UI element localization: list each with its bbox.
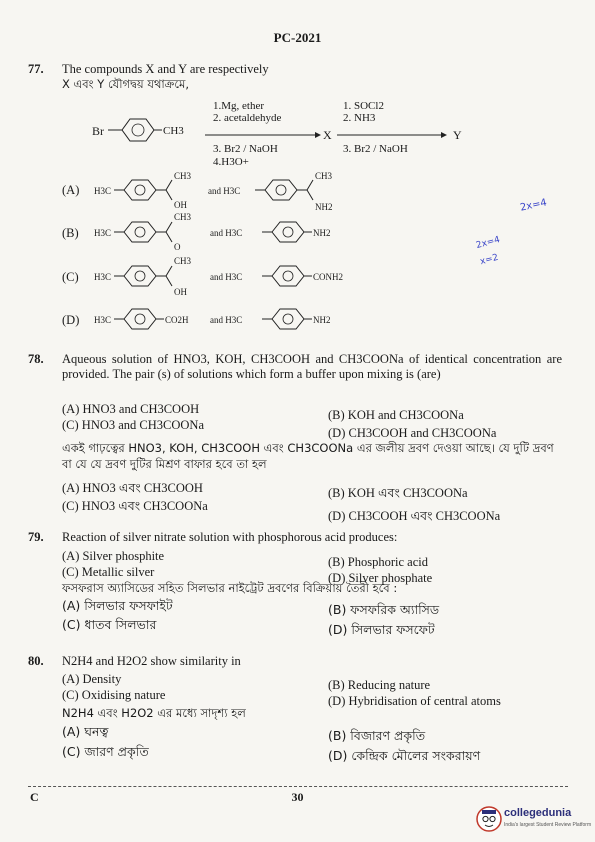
question-number: 77.: [28, 62, 44, 76]
compound-x: X: [323, 128, 332, 142]
handwritten-note-3: x=2: [479, 252, 500, 268]
reactant-br: Br: [92, 124, 104, 138]
reaction-arrow-1: [205, 131, 320, 139]
option-77-c-left-top: CH3: [174, 256, 192, 266]
option-77-c-label: (C): [62, 270, 79, 284]
question-text-bengali: X এবং Y যৌগদ্বয় যথাক্রমে,: [62, 77, 190, 91]
question-80: [28, 654, 568, 674]
option-77-a-and: and H3C: [208, 186, 241, 196]
option-77-c-left-bot: OH: [174, 287, 187, 297]
page-header: PC-2021: [273, 30, 322, 45]
option-79-bn-c: (C) ধাতব সিলভার: [62, 617, 157, 632]
option-77-d-and: and H3C: [210, 315, 243, 325]
option-77-b-right-end: NH2: [313, 228, 331, 238]
option-77-a-right-bot: NH2: [315, 202, 333, 212]
question-text: Reaction of silver nitrate solution with phosphorous acid produces:: [62, 530, 398, 544]
booklet-code: C: [30, 790, 39, 804]
handwritten-note-1: 2x=4: [519, 197, 548, 214]
arrow1-step1: 1.Mg, ether: [213, 100, 265, 112]
option-79-b: (B) Phosphoric acid: [328, 555, 428, 569]
footer-divider: [28, 786, 568, 787]
option-80-a: (A) Density: [62, 672, 122, 686]
watermark-logo: [474, 803, 592, 837]
student-mascot-icon: [476, 806, 502, 832]
option-80-d: (D) Hybridisation of central atoms: [328, 694, 501, 708]
question-number: 80.: [28, 654, 44, 668]
option-77-b-left-top: CH3: [174, 212, 192, 222]
option-77-a-label: (A): [62, 183, 80, 197]
brand-tagline: India's largest Student Review Platform: [504, 822, 592, 828]
question-text: N2H4 and H2O2 show similarity in: [62, 654, 241, 668]
option-79-c: (C) Metallic silver: [62, 565, 155, 579]
arrow2-step1: 1. SOCl2: [343, 100, 384, 112]
option-78-b: (B) KOH and CH3COONa: [328, 408, 464, 422]
option-77-d-label: (D): [62, 313, 80, 327]
question-79-bengali: ফসফরাস অ্যাসিডের সহিত সিলভার নাইট্রেট দ্রবণের বিক্রিয়ায় তৈরী হবে :: [62, 581, 398, 595]
option-79-bn-d: (D) সিলভার ফসফেট: [328, 622, 435, 637]
option-80-bn-a: (A) ঘনত্ব: [62, 724, 109, 739]
option-77-b-and: and H3C: [210, 228, 243, 238]
option-78-bn-d: (D) CH3COOH এবং CH3COONa: [328, 509, 501, 523]
option-77-a-left-bot: OH: [174, 200, 187, 210]
handwritten-note-2: 2x=4: [475, 235, 502, 251]
option-80-bn-c: (C) জারণ প্রকৃতি: [62, 744, 149, 759]
option-77-d-left-end: CO2H: [165, 315, 189, 325]
arrow2-step2: 2. NH3: [343, 112, 376, 124]
option-77-c-and: and H3C: [210, 272, 243, 282]
option-78-c: (C) HNO3 and CH3COONa: [62, 418, 204, 432]
option-77-b-label: (B): [62, 226, 79, 240]
option-77-a-right-top: CH3: [315, 171, 333, 181]
arrow1-step2: 2. acetaldehyde: [213, 112, 282, 124]
question-79: [28, 530, 568, 550]
option-80-bn-d: (D) কেন্দ্রিক মৌলের সংকরায়ণ: [328, 748, 481, 763]
question-78-bengali: একই গাঢ়ত্বের HNO3, KOH, CH3COOH এবং CH3COONa এর জলীয় দ্রবণ দেওয়া আছে। যে দুটি দ্রবণ বা যে যে দ্রবণ দুটির মিশ্রণ বাফার হবে তা হল: [62, 441, 554, 471]
option-77-b-left: H3C: [94, 228, 112, 238]
option-79-bn-b: (B) ফসফরিক অ্যাসিড: [328, 602, 440, 617]
option-78-bn-a: (A) HNO3 এবং CH3COOH: [62, 481, 203, 495]
option-78-bn-b: (B) KOH এবং CH3COONa: [328, 486, 468, 500]
option-79-bn-a: (A) সিলভার ফসফাইট: [62, 598, 173, 613]
compound-y: Y: [453, 128, 462, 142]
option-79-d: (D) Silver phosphate: [328, 571, 433, 585]
option-77-d-left: H3C: [94, 315, 112, 325]
option-79-a: (A) Silver phosphite: [62, 549, 165, 563]
page-number: 30: [291, 790, 304, 804]
option-78-a: (A) HNO3 and CH3COOH: [62, 402, 200, 416]
question-number: 79.: [28, 530, 44, 544]
question-text: Aqueous solution of HNO3, KOH, CH3COOH and CH3COONa of identical concentration are provided. The pair (s) of solutions which form a buffer upon mixing is (are): [62, 352, 562, 381]
question-text: The compounds X and Y are respectively: [62, 62, 269, 76]
question-number: 78.: [28, 352, 44, 366]
option-77-d-right-end: NH2: [313, 315, 331, 325]
option-80-c: (C) Oxidising nature: [62, 688, 166, 702]
option-78-bn-c: (C) HNO3 এবং CH3COONa: [62, 499, 208, 513]
arrow1-step4: 4.H3O+: [213, 156, 249, 168]
option-77-a-left-top: CH3: [174, 171, 192, 181]
option-78-d: (D) CH3COOH and CH3COONa: [328, 426, 497, 440]
arrow1-step3: 3. Br2 / NaOH: [213, 143, 278, 155]
option-77-a-left: H3C: [94, 186, 112, 196]
option-80-b: (B) Reducing nature: [328, 678, 431, 692]
option-77-c-right-end: CONH2: [313, 272, 344, 282]
option-77-c-left: H3C: [94, 272, 112, 282]
reactant-methyl: CH3: [163, 125, 184, 137]
option-80-bn-b: (B) বিজারণ প্রকৃতি: [328, 728, 426, 743]
question-80-bengali: N2H4 এবং H2O2 এর মধ্যে সাদৃশ্য হল: [62, 706, 246, 720]
brand-name: collegedunia: [504, 807, 572, 819]
option-77-b-left-bot: O: [174, 242, 181, 252]
arrow2-step3: 3. Br2 / NaOH: [343, 143, 408, 155]
reaction-arrow-2: [337, 131, 447, 139]
